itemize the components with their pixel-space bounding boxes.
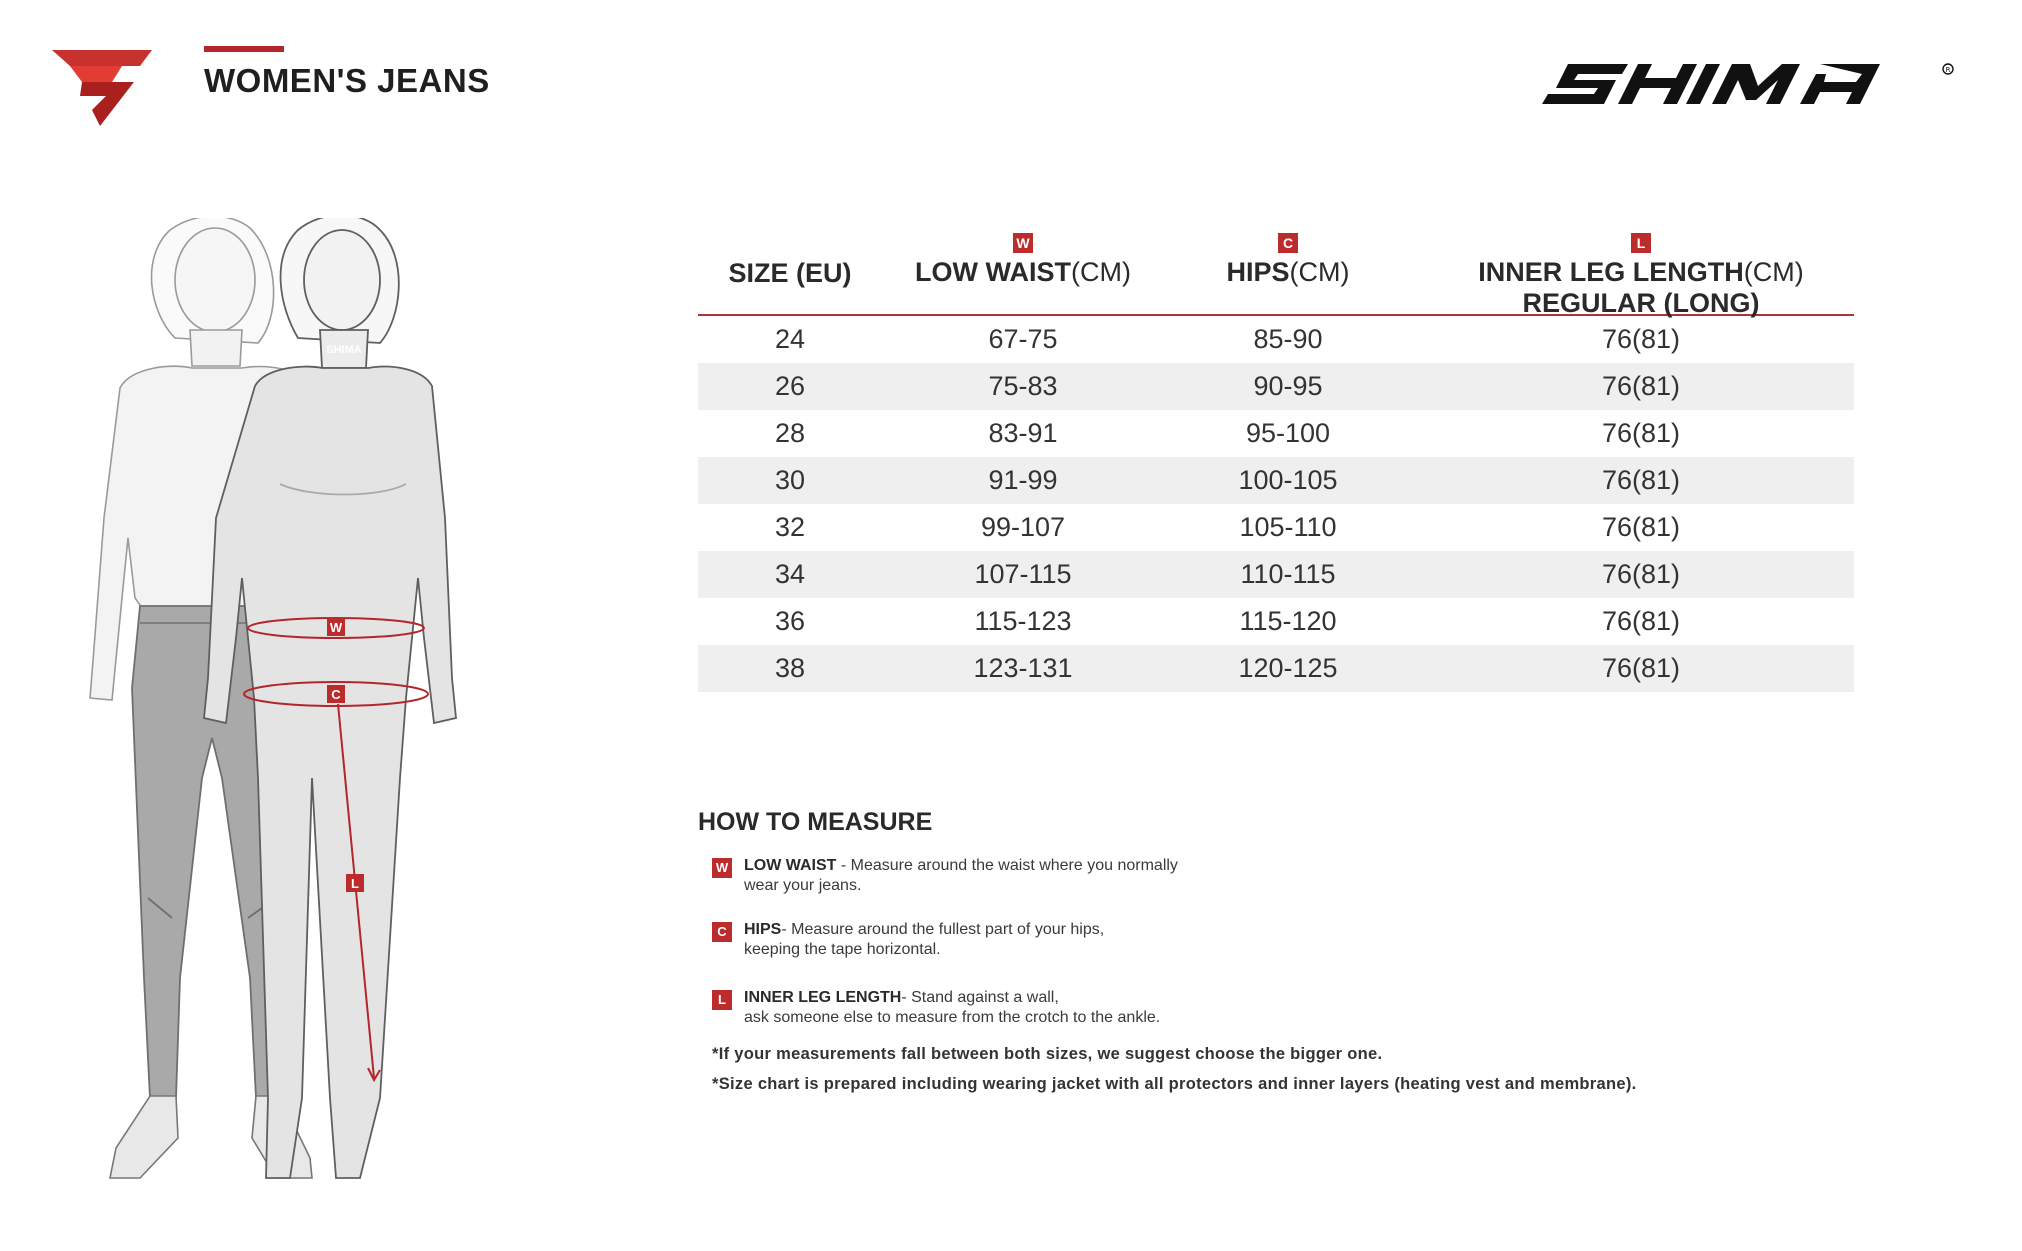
cell-waist: 83-91 <box>988 418 1058 448</box>
brand-logo <box>1538 62 1962 112</box>
cell-waist: 107-115 <box>974 559 1072 589</box>
cell-leg: 76(81) <box>1601 512 1681 542</box>
measure-desc-line1: Measure around the waist where you normally <box>850 857 1178 874</box>
cell-waist: 115-123 <box>974 606 1072 636</box>
badge-l: L <box>712 990 732 1010</box>
table-row <box>698 551 1854 598</box>
page-title: WOMEN'S JEANS <box>204 62 490 99</box>
header-hips-unit: (CM) <box>1289 257 1350 287</box>
cell-hips: 110-115 <box>1240 559 1336 589</box>
measure-sep: - <box>901 989 912 1006</box>
measure-sep: - <box>781 921 792 938</box>
measure-desc-line1: Stand against a wall, <box>911 989 1059 1006</box>
table-row <box>698 457 1854 504</box>
title-accent-bar <box>204 46 284 52</box>
registered-mark: R <box>1945 66 1951 74</box>
header-leg-sub: REGULAR (LONG) <box>1522 288 1760 318</box>
marker-c: C <box>331 687 341 702</box>
cell-size: 30 <box>774 465 806 495</box>
cell-waist: 75-83 <box>988 371 1058 401</box>
cell-hips: 90-95 <box>1253 371 1323 401</box>
cell-size: 34 <box>774 559 806 589</box>
cell-hips: 115-120 <box>1239 606 1337 636</box>
header-waist-unit: (CM) <box>1071 257 1131 287</box>
cell-size: 24 <box>774 324 806 354</box>
header-leg-label: INNER LEG LENGTH <box>1478 257 1744 287</box>
badge-w: W <box>712 858 732 878</box>
brand-emblem-icon <box>52 48 152 126</box>
cell-hips: 95-100 <box>1245 418 1331 448</box>
marker-l: L <box>351 876 359 891</box>
cell-waist: 123-131 <box>973 653 1073 683</box>
measure-desc-line2: keeping the tape horizontal. <box>744 941 941 958</box>
measure-desc-line2: wear your jeans. <box>744 877 862 894</box>
header-hips <box>1158 224 1418 288</box>
measure-term: INNER LEG LENGTH <box>744 989 902 1006</box>
cell-size: 28 <box>774 418 806 448</box>
note-layers: *Size chart is prepared including wearing jacket with all protectors and inner layers (heating vest and membrane). <box>712 1075 1637 1093</box>
cell-leg: 76(81) <box>1601 371 1681 401</box>
table-header <box>698 214 1854 316</box>
cell-size: 38 <box>774 653 806 683</box>
table-row <box>698 598 1854 645</box>
cell-leg: 76(81) <box>1601 559 1681 589</box>
badge-c: C <box>1278 233 1298 253</box>
cell-hips: 85-90 <box>1253 324 1323 354</box>
note-bigger-size: *If your measurements fall between both sizes, we suggest choose the bigger one. <box>712 1045 1383 1063</box>
measure-term: LOW WAIST <box>744 857 837 874</box>
shirt-logo: SHIMA <box>326 344 362 356</box>
cell-waist: 91-99 <box>988 465 1058 495</box>
size-chart-table <box>698 214 1854 692</box>
header-leg-unit: (CM) <box>1743 257 1804 287</box>
table-row <box>698 645 1854 692</box>
badge-w: W <box>1013 233 1033 253</box>
measure-desc-line2: ask someone else to measure from the crotch to the ankle. <box>744 1009 1161 1026</box>
badge-l: L <box>1631 233 1651 253</box>
table-row <box>698 363 1854 410</box>
header-size: SIZE (EU) <box>728 258 852 288</box>
measure-desc-line1: Measure around the fullest part of your hips, <box>791 921 1105 938</box>
cell-size: 26 <box>774 371 806 401</box>
marker-w: W <box>329 620 343 635</box>
cell-leg: 76(81) <box>1601 653 1681 683</box>
cell-hips: 105-110 <box>1239 512 1337 542</box>
cell-waist: 99-107 <box>980 512 1066 542</box>
cell-size: 36 <box>774 606 806 636</box>
header-low-waist <box>898 224 1148 288</box>
cell-size: 32 <box>774 512 806 542</box>
measure-term: HIPS <box>744 921 782 938</box>
cell-leg: 76(81) <box>1601 324 1681 354</box>
cell-leg: 76(81) <box>1601 606 1681 636</box>
cell-hips: 120-125 <box>1238 653 1338 683</box>
cell-waist: 67-75 <box>988 324 1058 354</box>
table-row <box>698 410 1854 457</box>
measurement-figures <box>80 218 550 1188</box>
header-hips-label: HIPS <box>1226 257 1290 287</box>
header-inner-leg <box>1428 224 1854 319</box>
header-waist-label: LOW WAIST <box>915 257 1071 287</box>
table-row <box>698 316 1854 363</box>
badge-c: C <box>712 922 732 942</box>
measure-sep: - <box>836 857 851 874</box>
how-to-measure-title: HOW TO MEASURE <box>698 808 933 836</box>
cell-leg: 76(81) <box>1601 418 1681 448</box>
table-row <box>698 504 1854 551</box>
cell-leg: 76(81) <box>1601 465 1681 495</box>
cell-hips: 100-105 <box>1238 465 1338 495</box>
